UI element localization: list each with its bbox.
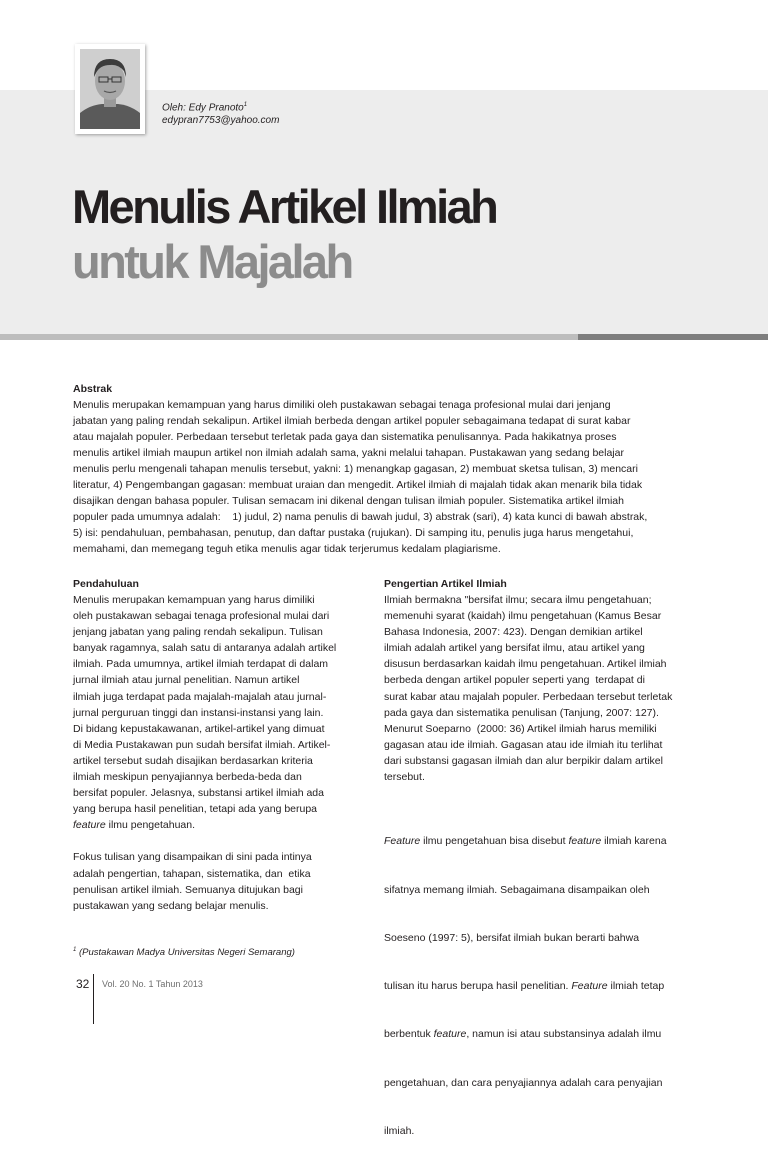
text-line: ilmiah adalah artikel yang bersifat ilmu, atau artikel yang <box>384 642 645 655</box>
text-line: jenjang jabatan yang paling rendah sekalipun. Tulisan <box>73 626 323 639</box>
text-line: Fokus tulisan yang disampaikan di sini pada intinya <box>73 851 312 864</box>
text-line: gagasan atau ide ilmiah. Gagasan atau ide ilmiah itu terlihat <box>384 738 663 751</box>
text-line: di Media Pustakawan pun sudah bersifat ilmiah. Artikel- <box>73 738 331 751</box>
pengertian-section <box>384 576 704 1171</box>
italic-term: feature <box>433 1028 467 1041</box>
abstract-heading: Abstrak <box>73 383 113 395</box>
abstract-body <box>73 397 688 557</box>
page-number: 32 <box>76 977 90 991</box>
abstract-line: 5) isi: pendahuluan, pembahasan, penutup, dan daftar pustaka (rujukan). Di samping itu, penulis juga harus mengetahui, <box>73 527 634 540</box>
pengertian-para-1 <box>384 592 704 785</box>
text-line: berbeda dengan artikel populer seperti yang terdapat di <box>384 674 645 687</box>
abstract-line: memahami, dan memegang teguh etika menulis agar tidak terjerumus kedalam plagiarisme. <box>73 543 501 556</box>
text-line: pustakawan yang sedang belajar menulis. <box>73 899 269 912</box>
text-line: ilmiah juga terdapat pada majalah-majalah atau jurnal- <box>73 690 327 703</box>
text-line: memenuhi syarat (kaidah) ilmu pengetahuan (Kamus Besar <box>384 610 662 623</box>
author-photo <box>75 44 145 134</box>
divider-bar <box>0 334 578 340</box>
text-run: ilmu pengetahuan bisa disebut <box>420 835 569 848</box>
text-run: berbentuk <box>384 1028 434 1041</box>
text-line: surat kabar atau majalah populer. Perbedaan tersebut terletak <box>384 690 673 703</box>
text-line: ilmiah. Pada umumnya, artikel ilmiah terdapat di dalam <box>73 658 329 671</box>
abstract-line: atau majalah populer. Perbedaan tersebut terletak pada gaya dan sistematika penulisannya. Pada hakikatnya proses <box>73 431 617 444</box>
abstract-line: disajikan dengan bahasa populer. Tulisan semacam ini dikenal dengan tulisan ilmiah populer. Sistematika artikel ilmiah <box>73 495 624 508</box>
text-line: ilmiah. <box>384 1125 415 1137</box>
author-name: Oleh: Edy Pranoto <box>162 102 244 114</box>
text-run: ilmiah karena <box>601 835 667 848</box>
page-rule <box>93 974 94 1024</box>
text-line: pada gaya dan sistematika penulisan (Tanjung, 2007: 127). <box>384 706 659 719</box>
text-line: sifatnya memang ilmiah. Sebagaimana disampaikan oleh <box>384 883 650 896</box>
text-line <box>384 833 704 849</box>
pengertian-para-2 <box>384 801 704 1171</box>
abstract-section <box>73 381 688 557</box>
pendahuluan-para-1 <box>73 592 355 833</box>
text-line: Bahasa Indonesia, 2007: 423). Dengan demikian artikel <box>384 626 643 639</box>
text-line: oleh pustakawan sebagai tenaga profesional mulai dari <box>73 610 330 623</box>
text-line: ilmiah meskipun penyajiannya berbeda-beda dan <box>73 771 302 784</box>
abstract-line: literatur, 4) Pengembangan gagasan: membuat uraian dan mengedit. Artikel ilmiah di majalah tidak akan menarik bila tidak <box>73 479 643 492</box>
text-line <box>384 1026 704 1042</box>
abstract-line: populer pada umumnya adalah: 1) judul, 2) nama penulis di bawah judul, 3) abstrak (sari), 4) kata kunci di bawah abstrak, <box>73 511 648 524</box>
author-portrait <box>80 49 140 129</box>
footnote <box>73 947 295 958</box>
italic-term: Feature <box>571 980 608 993</box>
text-line: artikel tersebut sudah disajikan berdasarkan kriteria <box>73 754 313 767</box>
footnote-mark: 1 <box>243 102 248 108</box>
author-block <box>162 99 279 127</box>
text-line: Di bidang kepustakawanan, artikel-artikel yang dimuat <box>73 722 325 735</box>
pendahuluan-para-2 <box>73 849 355 913</box>
journal-info: Vol. 20 No. 1 Tahun 2013 <box>102 979 203 989</box>
text-run: , namun isi atau substansinya adalah ilmu <box>466 1028 662 1041</box>
text-line: jurnal ilmiah atau jurnal penelitian. Namun artikel <box>73 674 300 687</box>
italic-term: feature <box>568 835 602 848</box>
text-line: Soeseno (1997: 5), bersifat ilmiah bukan berarti bahwa <box>384 931 640 944</box>
text-line: Menurut Soeparno (2000: 36) Artikel ilmiah harus memiliki <box>384 722 657 735</box>
abstract-line: jabatan yang paling rendah sekalipun. Artikel ilmiah berbeda dengan artikel populer sebagaimana tedapat di surat kabar <box>73 415 631 428</box>
portrait-image <box>80 49 140 129</box>
text-line: Menulis merupakan kemampuan yang harus dimiliki <box>73 594 315 606</box>
author-byline <box>162 99 279 114</box>
abstract-line: menulis perlu mengenali tahapan menulis tersebut, yakni: 1) menangkap gagasan, 2) membuat sketsa tulisan, 3) mencari <box>73 463 638 476</box>
text-run: ilmiah tetap <box>607 980 665 993</box>
text-line <box>384 978 704 994</box>
footnote-mark: 1 <box>73 947 77 953</box>
italic-term: feature <box>73 819 106 832</box>
text-line: jurnal perguruan tinggi dan instansi-instansi yang lain. <box>73 706 324 719</box>
pengertian-heading: Pengertian Artikel Ilmiah <box>384 578 507 590</box>
pendahuluan-section <box>73 576 355 914</box>
article-title: Menulis Artikel Ilmiah <box>72 180 497 233</box>
text-line: dari substansi gagasan ilmiah dan alur berpikir dalam artikel <box>384 754 663 767</box>
text-line: disusun berdasarkan kaidah ilmu pengetahuan. Artikel ilmiah <box>384 658 667 671</box>
text-line: adalah pengertian, tahapan, sistematika, dan etika <box>73 867 311 880</box>
article-subtitle: untuk Majalah <box>72 235 352 288</box>
text-line: banyak ragamnya, salah satu di antaranya adalah artikel <box>73 642 337 655</box>
text-run: ilmu pengetahuan. <box>105 819 196 832</box>
text-line: pengetahuan, dan cara penyajiannya adalah cara penyajian <box>384 1076 663 1089</box>
abstract-line: Menulis merupakan kemampuan yang harus dimiliki oleh pustakawan sebagai tenaga profesional mulai dari jenjang <box>73 399 611 411</box>
text-line: penulisan artikel ilmiah. Semuanya ditujukan bagi <box>73 883 303 896</box>
pendahuluan-heading: Pendahuluan <box>73 578 139 590</box>
footnote-text: (Pustakawan Madya Universitas Negeri Semarang) <box>76 947 295 959</box>
text-line: bersifat populer. Jelasnya, substansi artikel ilmiah ada <box>73 787 324 800</box>
text-run: tulisan itu harus berupa hasil penelitian. <box>384 980 572 993</box>
author-email: edypran7753@yahoo.com <box>162 115 280 127</box>
text-line <box>73 817 355 833</box>
text-line: tersebut. <box>384 771 425 784</box>
text-line: yang berupa hasil penelitian, tetapi ada yang berupa <box>73 803 318 816</box>
text-line: Ilmiah bermakna "bersifat ilmu; secara ilmu pengetahuan; <box>384 594 652 606</box>
italic-term: Feature <box>384 835 421 848</box>
divider-bar-accent <box>578 334 768 340</box>
abstract-line: menulis artikel ilmiah maupun artikel non ilmiah adalah sama, yakni melalui tahapan. Pustakawan yang sedang belajar <box>73 447 624 460</box>
